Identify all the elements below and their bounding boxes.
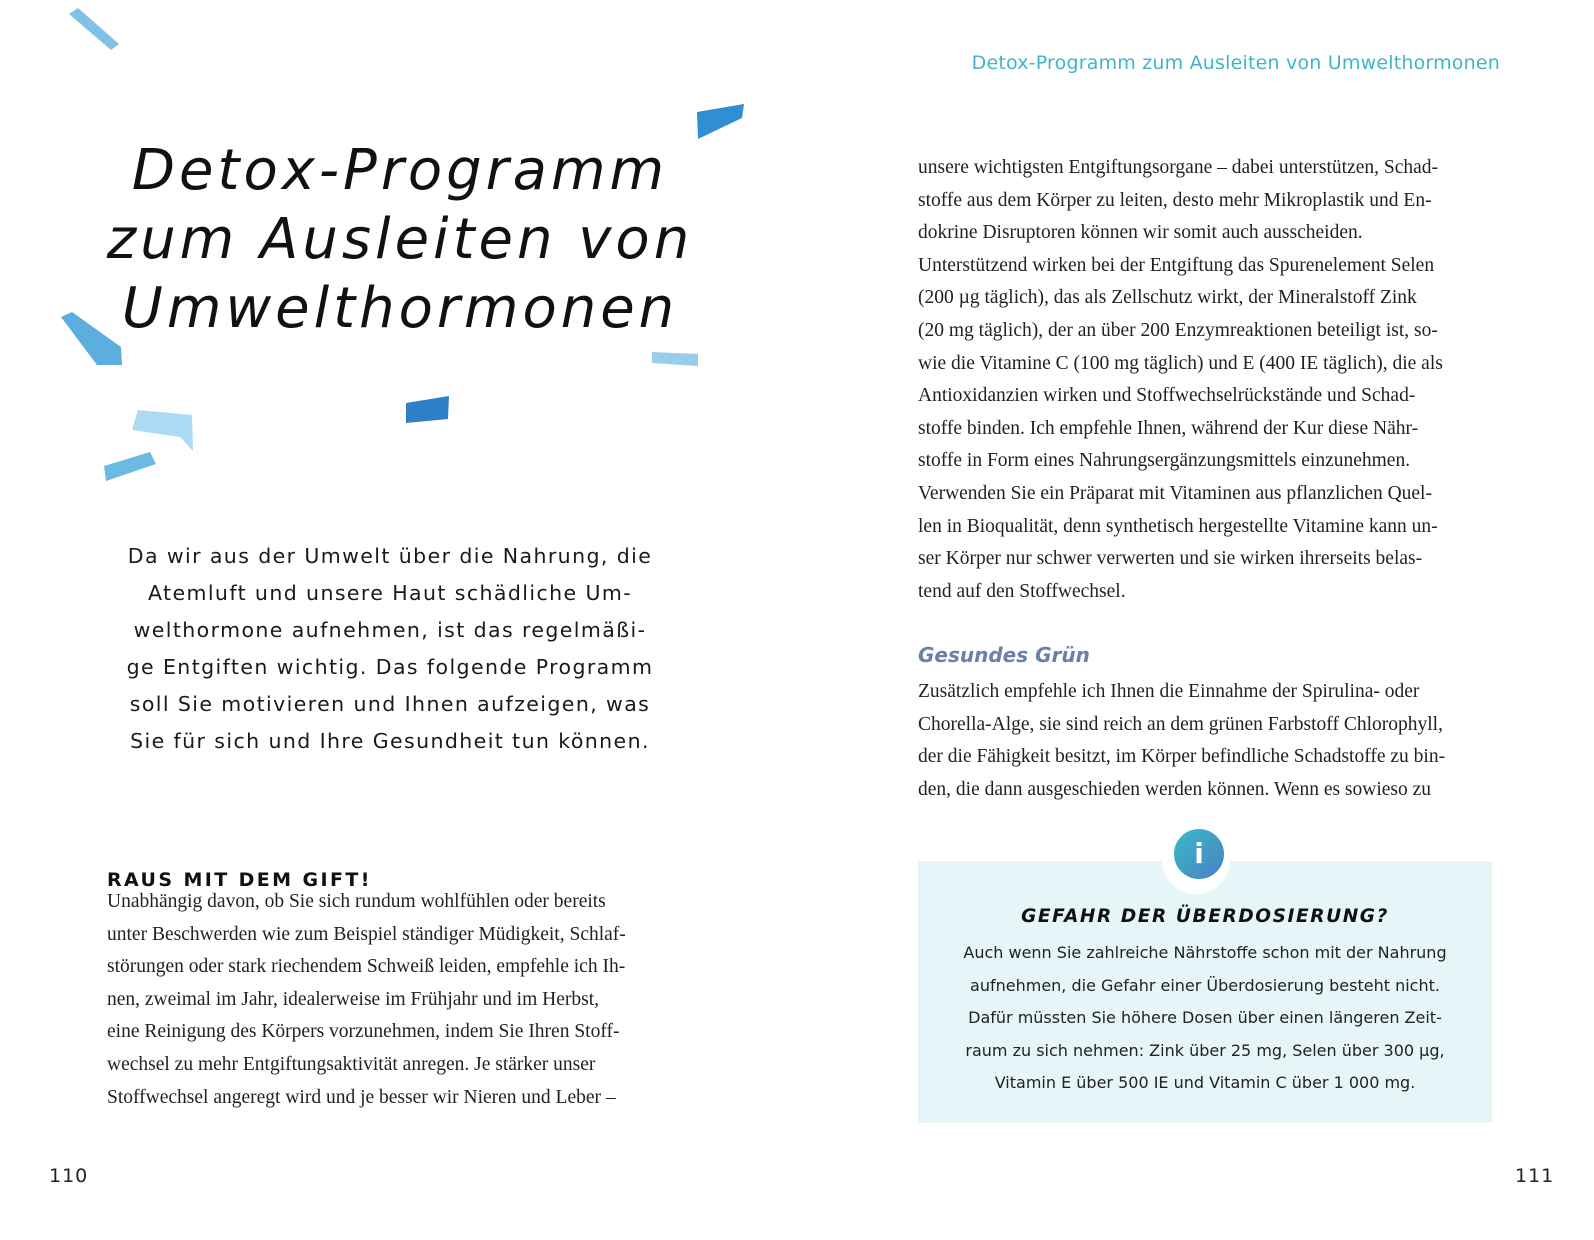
chapter-title-line: Umwelthormonen (121, 276, 679, 341)
body-line: Stoffwechsel angeregt wird und je besser wir Nieren und Leber – (107, 1086, 616, 1108)
body-line: Unterstützend wirken bei der Entgiftung das Spurenelement Selen (918, 254, 1435, 276)
body-line: Zusätzlich empfehle ich Ihnen die Einnahme der Spirulina- oder (918, 681, 1420, 702)
body-line: Antioxidanzien wirken und Stoffwechselrückstände und Schad- (918, 385, 1416, 407)
confetti-piece (104, 452, 156, 481)
page-number-right: 111 (1515, 1165, 1555, 1187)
body-line: der die Fähigkeit besitzt, im Körper befindliche Schadstoffe zu bin- (918, 746, 1446, 768)
intro-line: soll Sie motivieren und Ihnen aufzeigen, was (129, 692, 651, 716)
body-line: störungen oder stark riechendem Schweiß leiden, empfehle ich Ih- (107, 956, 626, 978)
green-body-paragraph (918, 676, 1498, 806)
body-line: tend auf den Stoffwechsel. (918, 580, 1126, 602)
body-line: eine Reinigung des Körpers vorzunehmen, indem Sie Ihren Stoff- (107, 1021, 620, 1043)
body-line: unsere wichtigsten Entgiftungsorgane – dabei unterstützen, Schad- (918, 157, 1439, 178)
body-line: Chorella-Alge, sie sind reich an dem grünen Farbstoff Chlorophyll, (918, 713, 1443, 735)
confetti-piece (132, 410, 193, 451)
body-line: (20 mg täglich), der an über 200 Enzymreaktionen beteiligt ist, so- (918, 319, 1438, 341)
body-line: wechsel zu mehr Entgiftungsaktivität anregen. Je stärker unser (107, 1053, 596, 1075)
info-line: raum zu sich nehmen: Zink über 25 mg, Selen über 300 µg, (965, 1040, 1445, 1060)
intro-line: ge Entgiften wichtig. Das folgende Programm (126, 655, 654, 679)
body-line: nen, zweimal im Jahr, idealerweise im Frühjahr und im Herbst, (107, 988, 600, 1010)
right-body-paragraph (918, 152, 1498, 608)
body-line: den, die dann ausgeschieden werden können. Wenn es sowieso zu (918, 778, 1432, 800)
intro-line: Atemluft und unsere Haut schädliche Um- (147, 581, 633, 605)
info-line: Vitamin E über 500 IE und Vitamin C über 1 000 mg. (994, 1073, 1416, 1093)
body-line: dokrine Disruptoren können wir somit auch ausscheiden. (918, 222, 1363, 244)
intro-line: Da wir aus der Umwelt über die Nahrung, die (127, 544, 653, 568)
body-line: Verwenden Sie ein Präparat mit Vitaminen aus pflanzlichen Quel- (918, 482, 1432, 504)
chapter-title (90, 136, 710, 343)
info-line: Dafür müssten Sie höhere Dosen über einen längeren Zeit- (968, 1008, 1442, 1028)
body-line: Unabhängig davon, ob Sie sich rundum wohlfühlen oder bereits (107, 891, 606, 912)
body-line: len in Bioqualität, denn synthetisch hergestellte Vitamine kann un- (918, 515, 1438, 537)
body-line: (200 µg täglich), das als Zellschutz wirkt, der Mineralstoff Zink (918, 287, 1417, 309)
body-line: stoffe binden. Ich empfehle Ihnen, während der Kur diese Nähr- (918, 417, 1419, 439)
info-box-title: GEFAHR DER ÜBERDOSIERUNG? (1021, 906, 1389, 927)
intro-paragraph (100, 538, 680, 760)
confetti-piece (697, 104, 744, 139)
confetti-piece (406, 396, 449, 423)
page-number-left: 110 (49, 1165, 89, 1187)
info-icon: i (1174, 829, 1224, 879)
info-box-text (918, 937, 1492, 1100)
left-body-paragraph (107, 886, 677, 1114)
body-line: ser Körper nur schwer verwerten und sie wirken ihrerseits belas- (918, 548, 1423, 570)
body-line: unter Beschwerden wie zum Beispiel ständiger Müdigkeit, Schlaf- (107, 923, 626, 945)
info-line: aufnehmen, die Gefahr einer Überdosierung besteht nicht. (970, 975, 1440, 995)
intro-line: welthormone aufnehmen, ist das regelmäßi- (133, 618, 647, 642)
intro-line: Sie für sich und Ihre Gesundheit tun können. (130, 729, 650, 753)
section-heading: RAUS MIT DEM GIFT! (107, 869, 372, 891)
info-line: Auch wenn Sie zahlreiche Nährstoffe schon mit der Nahrung (963, 943, 1447, 962)
subheading-gesundes-gruen: Gesundes Grün (918, 643, 1090, 667)
confetti-piece (652, 352, 698, 366)
body-line: stoffe in Form eines Nahrungsergänzungsmittels einzunehmen. (918, 450, 1411, 472)
confetti-piece (69, 8, 119, 50)
chapter-title-line: Detox-Programm (131, 138, 669, 203)
body-line: wie die Vitamine C (100 mg täglich) und E (400 IE täglich), die als (918, 352, 1443, 374)
body-line: stoffe aus dem Körper zu leiten, desto mehr Mikroplastik und En- (918, 189, 1432, 211)
running-header: Detox-Programm zum Ausleiten von Umwelthormonen (971, 52, 1500, 74)
chapter-title-line: zum Ausleiten von (106, 207, 694, 272)
